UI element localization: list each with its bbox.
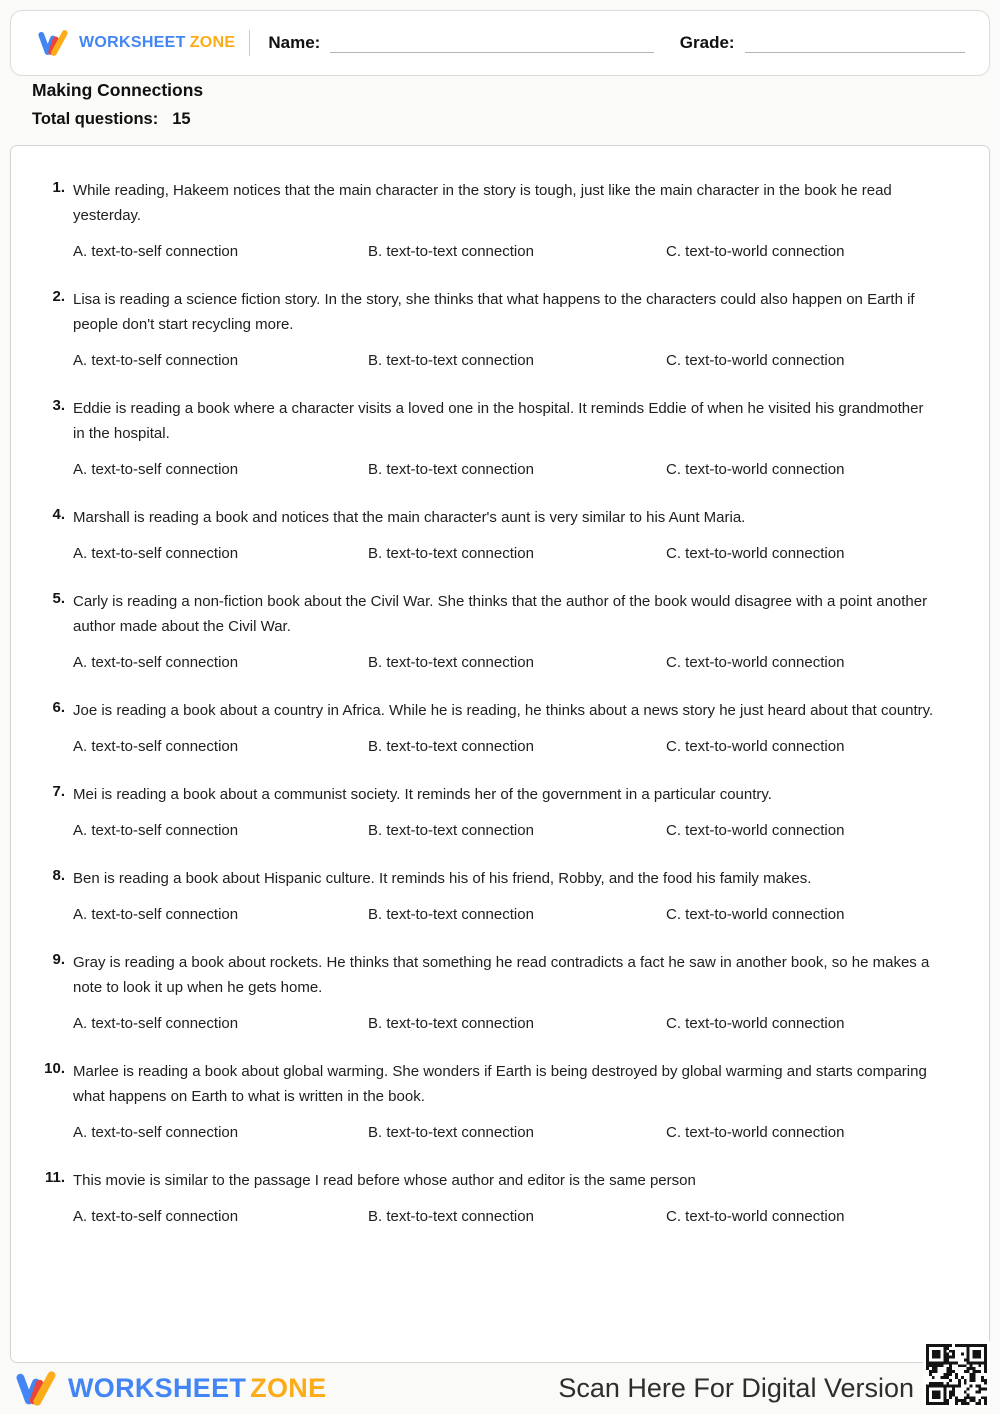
footer bbox=[0, 1363, 1000, 1414]
question-text: Gray is reading a book about rockets. He thinks that something he read contradicts a fact he saw in another book, so he makes a note to look it up when he gets home. bbox=[73, 954, 930, 996]
scan-here-text: Scan Here For Digital Version bbox=[558, 1373, 914, 1403]
question-number: 7. bbox=[52, 783, 65, 800]
page-title: Making Connections bbox=[32, 80, 204, 100]
question-options bbox=[73, 738, 939, 755]
question-number: 4. bbox=[52, 506, 65, 523]
grade-blank-line bbox=[745, 33, 965, 53]
total-questions-label: Total questions: bbox=[32, 110, 159, 128]
questions-list bbox=[10, 145, 990, 1363]
option-b: B. text-to-text connection bbox=[368, 906, 534, 923]
question-item bbox=[11, 287, 989, 369]
question-text: While reading, Hakeem notices that the main character in the story is tough, just like the main character in the book he read yesterday. bbox=[73, 182, 892, 224]
logo-wordmark bbox=[79, 34, 235, 52]
option-c: C. text-to-world connection bbox=[666, 654, 845, 671]
logo-word-worksheet: WORKSHEET bbox=[79, 34, 186, 51]
question-number: 2. bbox=[52, 288, 65, 305]
question-options bbox=[73, 1208, 939, 1225]
option-c: C. text-to-world connection bbox=[666, 352, 845, 369]
option-c: C. text-to-world connection bbox=[666, 1124, 845, 1141]
logo-word-worksheet: WORKSHEET bbox=[68, 1373, 247, 1403]
option-b: B. text-to-text connection bbox=[368, 243, 534, 260]
grade-label: Grade: bbox=[679, 33, 735, 52]
question-text: Lisa is reading a science fiction story. In the story, she thinks that what happens to the characters could also happen on Earth if people don't start recycling more. bbox=[73, 291, 915, 333]
option-a: A. text-to-self connection bbox=[73, 654, 239, 671]
question-options bbox=[73, 1124, 939, 1141]
question-text: Marshall is reading a book and notices that the main character's aunt is very similar to his Aunt Maria. bbox=[73, 509, 746, 526]
logo-word-zone: ZONE bbox=[189, 34, 236, 51]
footer-logo bbox=[12, 1366, 326, 1411]
logo-wordmark bbox=[68, 1373, 326, 1404]
header-logo bbox=[35, 26, 235, 60]
question-item bbox=[11, 866, 989, 923]
option-c: C. text-to-world connection bbox=[666, 1015, 845, 1032]
option-a: A. text-to-self connection bbox=[73, 906, 239, 923]
question-options bbox=[73, 461, 939, 478]
question-options bbox=[73, 243, 939, 260]
question-number: 8. bbox=[52, 867, 65, 884]
option-c: C. text-to-world connection bbox=[666, 545, 845, 562]
question-number: 11. bbox=[44, 1169, 65, 1186]
question-number: 10. bbox=[44, 1060, 65, 1077]
question-item bbox=[11, 1168, 989, 1225]
option-b: B. text-to-text connection bbox=[368, 461, 534, 478]
option-c: C. text-to-world connection bbox=[666, 822, 845, 839]
question-options bbox=[73, 1015, 939, 1032]
question-text: Eddie is reading a book where a character visits a loved one in the hospital. It reminds Eddie of when he visited his grandmother in the hospital. bbox=[73, 400, 924, 442]
question-text: Joe is reading a book about a country in Africa. While he is reading, he thinks about a news story he just heard about that country. bbox=[73, 702, 934, 719]
question-number: 5. bbox=[52, 590, 65, 607]
option-b: B. text-to-text connection bbox=[368, 654, 534, 671]
option-a: A. text-to-self connection bbox=[73, 461, 239, 478]
question-text: Carly is reading a non-fiction book about the Civil War. She thinks that the author of the book would disagree with a point another author made about the Civil War. bbox=[73, 593, 928, 635]
option-b: B. text-to-text connection bbox=[368, 1124, 534, 1141]
total-questions-count: 15 bbox=[172, 110, 191, 128]
option-a: A. text-to-self connection bbox=[73, 822, 239, 839]
title-block bbox=[32, 80, 203, 129]
question-options bbox=[73, 545, 939, 562]
question-options bbox=[73, 654, 939, 671]
option-a: A. text-to-self connection bbox=[73, 1124, 239, 1141]
name-label: Name: bbox=[268, 33, 321, 52]
header-divider bbox=[249, 30, 250, 56]
question-item bbox=[11, 698, 989, 755]
question-item bbox=[11, 396, 989, 478]
option-b: B. text-to-text connection bbox=[368, 1208, 534, 1225]
question-item bbox=[11, 782, 989, 839]
option-b: B. text-to-text connection bbox=[368, 545, 534, 562]
question-number: 1. bbox=[52, 179, 65, 196]
option-c: C. text-to-world connection bbox=[666, 461, 845, 478]
worksheetzone-logo-icon bbox=[12, 1366, 60, 1411]
question-item bbox=[11, 950, 989, 1032]
question-text: Marlee is reading a book about global warming. She wonders if Earth is being destroyed by global warming and starts comparing what happens on Earth to what is written in the book. bbox=[73, 1063, 927, 1105]
question-number: 9. bbox=[52, 951, 65, 968]
question-number: 3. bbox=[52, 397, 65, 414]
option-a: A. text-to-self connection bbox=[73, 352, 239, 369]
option-c: C. text-to-world connection bbox=[666, 738, 845, 755]
question-number: 6. bbox=[52, 699, 65, 716]
question-options bbox=[73, 906, 939, 923]
option-a: A. text-to-self connection bbox=[73, 243, 239, 260]
question-item bbox=[11, 178, 989, 260]
option-a: A. text-to-self connection bbox=[73, 545, 239, 562]
question-text: Ben is reading a book about Hispanic culture. It reminds his of his friend, Robby, and the food his family makes. bbox=[73, 870, 812, 887]
question-text: This movie is similar to the passage I read before whose author and editor is the same person bbox=[73, 1172, 696, 1189]
option-c: C. text-to-world connection bbox=[666, 243, 845, 260]
option-c: C. text-to-world connection bbox=[666, 1208, 845, 1225]
worksheetzone-logo-icon bbox=[35, 26, 71, 60]
question-item bbox=[11, 505, 989, 562]
option-b: B. text-to-text connection bbox=[368, 352, 534, 369]
total-questions-row bbox=[32, 110, 203, 129]
name-blank-line bbox=[330, 33, 653, 53]
question-options bbox=[73, 352, 939, 369]
option-a: A. text-to-self connection bbox=[73, 1015, 239, 1032]
question-item bbox=[11, 589, 989, 671]
option-a: A. text-to-self connection bbox=[73, 1208, 239, 1225]
question-options bbox=[73, 822, 939, 839]
question-item bbox=[11, 1059, 989, 1141]
option-b: B. text-to-text connection bbox=[368, 1015, 534, 1032]
option-b: B. text-to-text connection bbox=[368, 822, 534, 839]
logo-word-zone: ZONE bbox=[250, 1373, 327, 1403]
question-text: Mei is reading a book about a communist society. It reminds her of the government in a particular country. bbox=[73, 786, 772, 803]
header bbox=[10, 10, 990, 76]
option-c: C. text-to-world connection bbox=[666, 906, 845, 923]
qr-code bbox=[923, 1341, 990, 1408]
option-a: A. text-to-self connection bbox=[73, 738, 239, 755]
option-b: B. text-to-text connection bbox=[368, 738, 534, 755]
